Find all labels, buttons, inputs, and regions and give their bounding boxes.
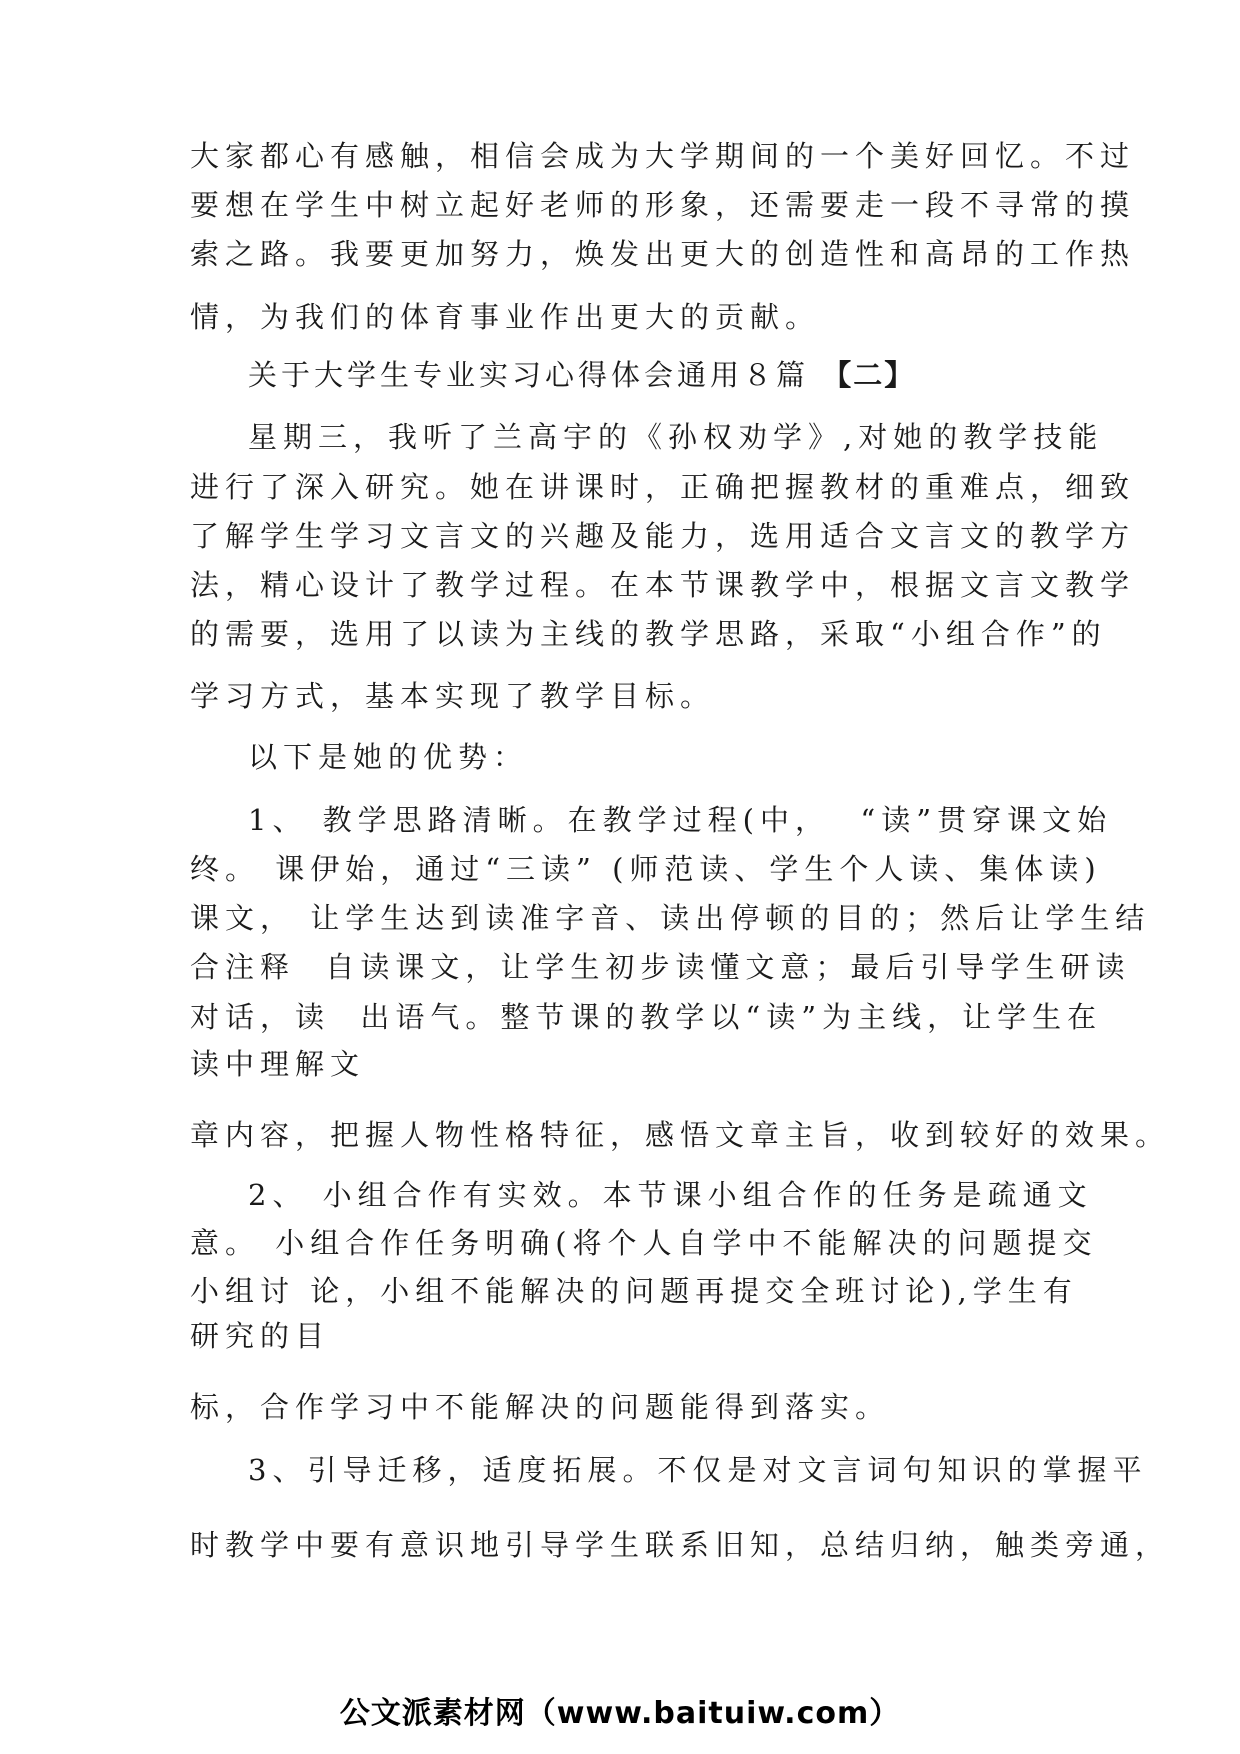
paragraph-line: 大家都心有感触，相信会成为大学期间的一个美好回忆。不过: [190, 139, 1136, 173]
paragraph-line: 时教学中要有意识地引导学生联系旧知，总结归纳，触类旁通，: [190, 1528, 1171, 1562]
paragraph-line: 合注释 自读课文，让学生初步读懂文意；最后引导学生研读: [190, 950, 1131, 984]
paragraph-line: 标，合作学习中不能解决的问题能得到落实。: [190, 1390, 891, 1424]
paragraph-line: 学习方式，基本实现了教学目标。: [190, 679, 716, 713]
paragraph-line: 要想在学生中树立起好老师的形象，还需要走一段不寻常的摸: [190, 188, 1136, 222]
paragraph-line: 2、 小组合作有实效。本节课小组合作的任务是疏通文: [248, 1178, 1093, 1212]
paragraph-line: 意。 小组合作任务明确(将个人自学中不能解决的问题提交: [190, 1226, 1098, 1260]
paragraph-line: 3、引导迁移，适度拓展。不仅是对文言词句知识的掌握平: [248, 1453, 1148, 1487]
paragraph-line: 对话，读 出语气。整节课的教学以“读”为主线，让学生在: [190, 1000, 1103, 1034]
paragraph-line: 终。 课伊始，通过“三读” (师范读、学生个人读、集体读): [190, 852, 1102, 886]
paragraph-line: 小组讨 论，小组不能解决的问题再提交全班讨论),学生有: [190, 1274, 1078, 1308]
paragraph-line: 的需要，选用了以读为主线的教学思路，采取“小组合作”的: [190, 617, 1107, 651]
paragraph-line: 研究的目: [190, 1319, 331, 1353]
paragraph-line: 星期三，我听了兰高宇的《孙权劝学》,对她的教学技能: [248, 420, 1104, 454]
paragraph-line: 课文， 让学生达到读准字音、读出停顿的目的；然后让学生结: [190, 901, 1151, 935]
paragraph-line: 进行了深入研究。她在讲课时，正确把握教材的重难点，细致: [190, 470, 1136, 504]
paragraph-line: 1、 教学思路清晰。在教学过程(中， “读”贯穿课文始: [248, 803, 1113, 837]
paragraph-line: 索之路。我要更加努力，焕发出更大的创造性和高昂的工作热: [190, 237, 1136, 271]
footer-watermark: 公文派素材网（www.baituiw.com）: [339, 1696, 901, 1731]
paragraph-line: 读中理解文: [190, 1047, 366, 1081]
paragraph-line: 情，为我们的体育事业作出更大的贡献。: [190, 300, 821, 334]
section-heading: [248, 355, 915, 395]
paragraph-line: 以下是她的优势：: [248, 740, 529, 774]
paragraph-line: 法，精心设计了教学过程。在本节课教学中，根据文言文教学: [190, 568, 1136, 602]
paragraph-line: 章内容，把握人物性格特征，感悟文章主旨，收到较好的效果。: [190, 1118, 1171, 1152]
paragraph-line: 了解学生学习文言文的兴趣及能力，选用适合文言文的教学方: [190, 519, 1136, 553]
heading-tag: 【二】: [822, 358, 916, 392]
heading-title: 关于大学生专业实习心得体会通用８篇: [248, 358, 823, 392]
